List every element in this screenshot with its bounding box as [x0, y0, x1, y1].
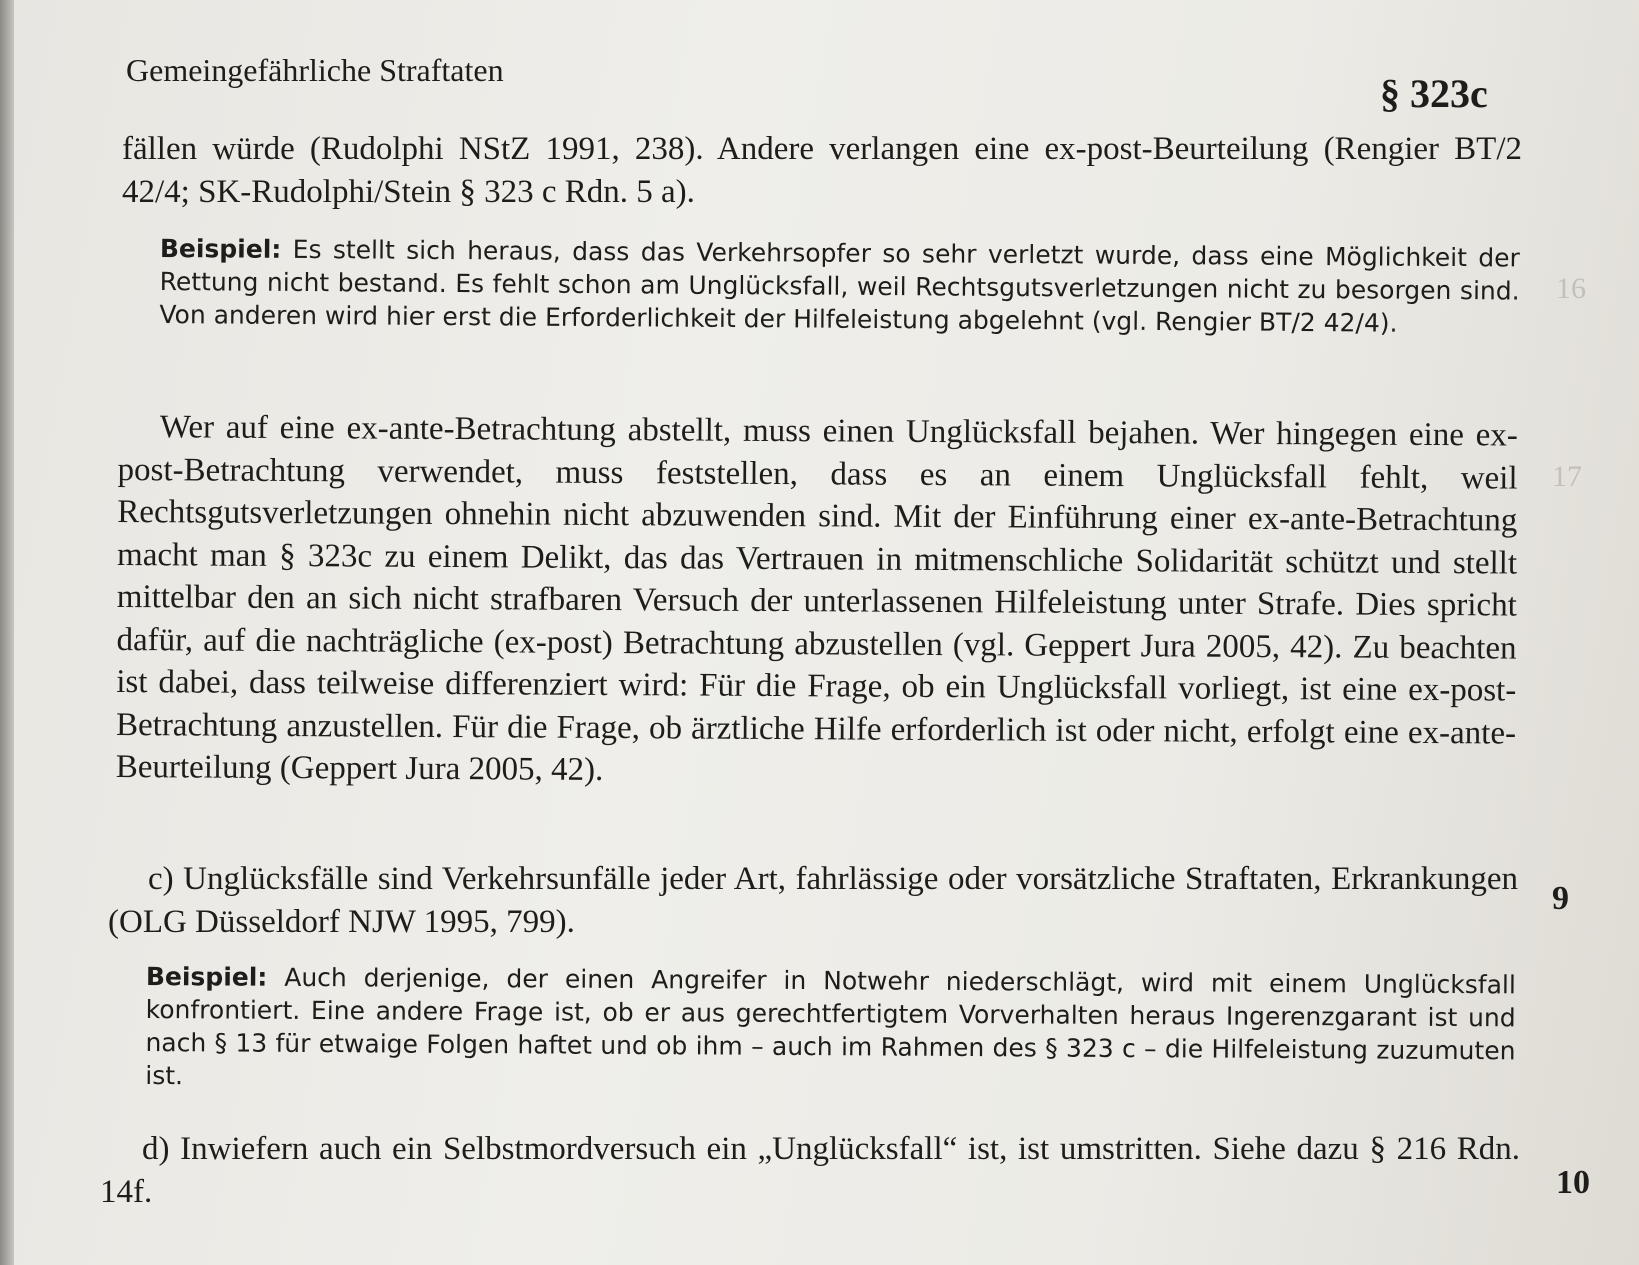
margin-number: 10 [1556, 1164, 1590, 1201]
example-block [159, 232, 1520, 340]
bleed-through-number: 16 [1556, 272, 1586, 305]
body-paragraph: d) Inwiefern auch ein Selbstmordversuch ein „Unglücksfall“ ist, ist umstritten. Siehe dazu § 216 Rdn. 14f. [100, 1131, 1520, 1210]
bleed-through-number: 17 [1552, 460, 1582, 493]
running-header-title: Gemeingefährliche Straftaten [126, 52, 504, 88]
example-block [145, 960, 1516, 1100]
example-label: Beispiel: [145, 961, 268, 992]
running-header-paragraph: § 323c [1380, 71, 1488, 116]
body-paragraph: Wer auf eine ex-ante-Betrachtung abstellt, muss einen Unglücksfall bejahen. Wer hingegen eine ex-post-Betrachtung verwendet, muss feststellen, dass es an einem Unglücksfall fehlt, weil Rechtsgutsverletzungen ohnehin nicht abzuwenden sind. Mit der Einführung einer ex-ante-Betrachtung macht man § 323c zu einem Delikt, das das Vertrauen in mitmenschliche Solidarität schützt und stellt mittelbar den an sich nicht strafbaren Versuch der unterlassenen Hilfeleistung unter Strafe. Dies spricht dafür, auf die nachträgliche (ex-post) Betrachtung abzustellen (vgl. Geppert Jura 2005, 42). Zu beachten ist dabei, dass teilweise differenziert wird: Für die Frage, ob ein Unglücksfall vorliegt, ist eine ex-post-Betrachtung anzustellen. Für die Frage, ob ärztliche Hilfe erforderlich ist oder nicht, erfolgt eine ex-ante-Beurteilung (Geppert Jura 2005, 42). [115, 409, 1518, 788]
example-label: Beispiel: [159, 233, 282, 264]
page-gutter [0, 0, 14, 1265]
example-text: Es stellt sich heraus, dass das Verkehrsopfer so sehr verletzt wurde, dass eine Möglichkeit der Rettung nicht bestand. Es fehlt schon am Unglücksfall, weil Rechtsgutsverletzungen nicht zu besorgen sind. Von anderen wird hier erst die Erforderlichkeit der Hilfeleistung abgelehnt (vgl. Rengier BT/2 42/4). [159, 234, 1520, 338]
body-paragraph: c) Unglücksfälle sind Verkehrsunfälle jeder Art, fahrlässige oder vorsätzliche Straftaten, Erkrankungen (OLG Düsseldorf NJW 1995, 799). [108, 861, 1518, 940]
body-paragraph: fällen würde (Rudolphi NStZ 1991, 238). Andere verlangen eine ex-post-Beurteilung (Rengier BT/2 42/4; SK-Rudolphi/Stein § 323 c Rdn. 5 a). [122, 131, 1522, 210]
margin-number: 9 [1552, 880, 1569, 917]
example-text: Auch derjenige, der einen Angreifer in Notwehr niederschlägt, wird mit einem Unglücksfall konfrontiert. Eine andere Frage ist, ob er aus gerechtfertigtem Vorverhalten heraus Ingerenzgarant ist und nach § 13 für etwaige Folgen haftet und ob ihm – auch im Rahmen des § 323 c – die Hilfeleistung zuzumuten ist. [145, 962, 1516, 1091]
